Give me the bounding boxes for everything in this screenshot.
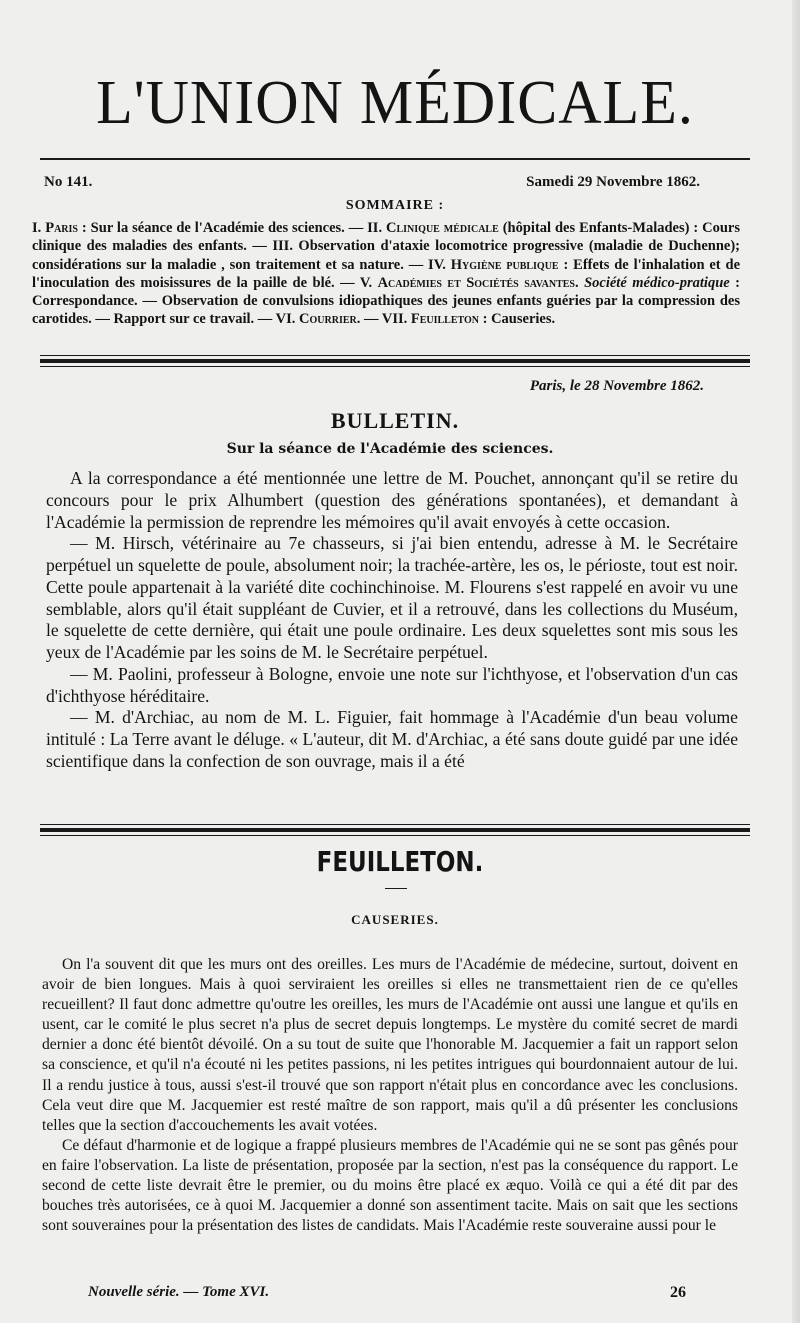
footer-series: Nouvelle série. — Tome XVI. [88,1284,270,1300]
sommaire-text: I. Paris : Sur la séance de l'Académie des sciences. — II. Clinique médicale (hôpital des Enfants-Malades) : Cours clinique des maladies des enfants. — III. Observation d'ataxie locomotrice progressive (maladie de Duchenne); considérations sur la maladie , son traitement et sa nature. — IV. Hygiène publique : Effets de l'inhalation et de l'inoculation des moisissures de la paille de blé. — V. Académies et Sociétés savantes. Société médico-pratique : Correspondance. — Observation de convulsions idiopathiques des jeunes enfants guéries par la compression des carotides. — Rapport sur ce travail. — VI. Courrier. — VII. Feuilleton : Causeries. [32,220,741,328]
feuilleton-rule [40,828,750,832]
section-rule [40,355,750,356]
section-rule [40,366,750,367]
page-number: 26 [670,1284,686,1301]
issue-date: Samedi 29 Novembre 1862. [526,174,700,190]
feuilleton-rule [40,824,750,825]
feuilleton-rule [40,835,750,836]
section-rule [40,359,750,363]
paragraph: Ce défaut d'harmonie et de logique a frappé plusieurs membres de l'Académie qui ne se sont pas gênés pour en faire l'observation. La liste de présentation, proposée par la section, n'est pas la conséquence du rapport. Le second de cette liste devrait être le premier, ou du moins être placé ex æquo. Voilà ce qui a été dit par des bouches très autorisées, ce à quoi M. Jacquemier a donné son assentiment tacite. Mais on sait que les sections sont souveraines pour la présentation des listes de candidats. Mais l'Académie reste souveraine aussi pour le [42,1136,738,1235]
masthead: L'UNION MÉDICALE. [96,67,694,137]
bulletin-title: BULLETIN. [330,408,460,433]
short-rule [385,888,407,889]
sommaire-title: SOMMAIRE : [345,198,445,213]
paragraph: A la correspondance a été mentionnée une lettre de M. Pouchet, annonçant qu'il se retire du concours pour le prix Alhumbert (question des générations spontanées), et demandant à l'Académie la permission de reprendre les mémoires qu'il avait envoyés à cette occasion. [46,468,738,532]
paragraph: — M. d'Archiac, au nom de M. L. Figuier, fait hommage à l'Académie d'un beau volume intitulé : La Terre avant le déluge. « L'auteur, dit M. d'Archiac, a été sans doute guidé par une idée scientifique dans la confection de son ouvrage, mais il a été [46,707,738,771]
bulletin-body [46,468,738,773]
feuilleton-body [42,955,738,1236]
bulletin-subtitle: Sur la séance de l'Académie des sciences. [226,441,554,457]
masthead-rule [40,158,750,160]
place-date: Paris, le 28 Novembre 1862. [529,378,704,394]
paragraph: On l'a souvent dit que les murs ont des oreilles. Les murs de l'Académie de médecine, surtout, doivent en avoir de bien longues. Mais à quoi serviraient les oreilles si elles ne transmettaient rien de ce qu'elles recueillent? Il faut donc admettre qu'outre les oreilles, les murs de l'Académie ont aussi une langue et qu'ils en usent, car le comité le plus secret n'a plus de secret depuis longtemps. Le mystère du comité secret de mardi dernier a donc été bientôt dévoilé. On a su tout de suite que l'honorable M. Jacquemier a fait un rapport selon sa conscience, et qu'il n'a écouté ni les petites passions, ni les petites intrigues qui bourdonnaient autour de lui. Il a rendu justice à tous, aussi s'est-il trouvé que son rapport n'était plus en concordance avec les conclusions. Cela veut dire que M. Jacquemier est resté maître de son rapport, mais qu'il a dû présenter les conclusions telles que la section d'accouchements les avait votées. [42,956,738,1134]
paragraph: — M. Hirsch, vétérinaire au 7e chasseurs, si j'ai bien entendu, adresse à M. le Secrétaire perpétuel un squelette de poule, absolument noir; la trachée-artère, les os, le périoste, tout est noir. Cette poule appartenait à la variété dite cochinchinoise. M. Flourens s'est rappelé en avoir vu une semblable, alors qu'il était suppléant de Cuvier, et il a retrouvé, dans les collections du Muséum, le squelette de cette dernière, qui était une poule ordinaire. Les deux squelettes sont mis sous les yeux de l'Académie par les soins de M. le Secrétaire perpétuel. [46,533,738,662]
causeries-title: CAUSERIES. [351,912,439,927]
issue-number: No 141. [44,174,93,190]
feuilleton-title: FEUILLETON. [316,845,484,878]
page-edge [792,0,800,1323]
paragraph: — M. Paolini, professeur à Bologne, envoie une note sur l'ichthyose, et l'observation d'un cas d'ichthyose héréditaire. [46,663,738,706]
